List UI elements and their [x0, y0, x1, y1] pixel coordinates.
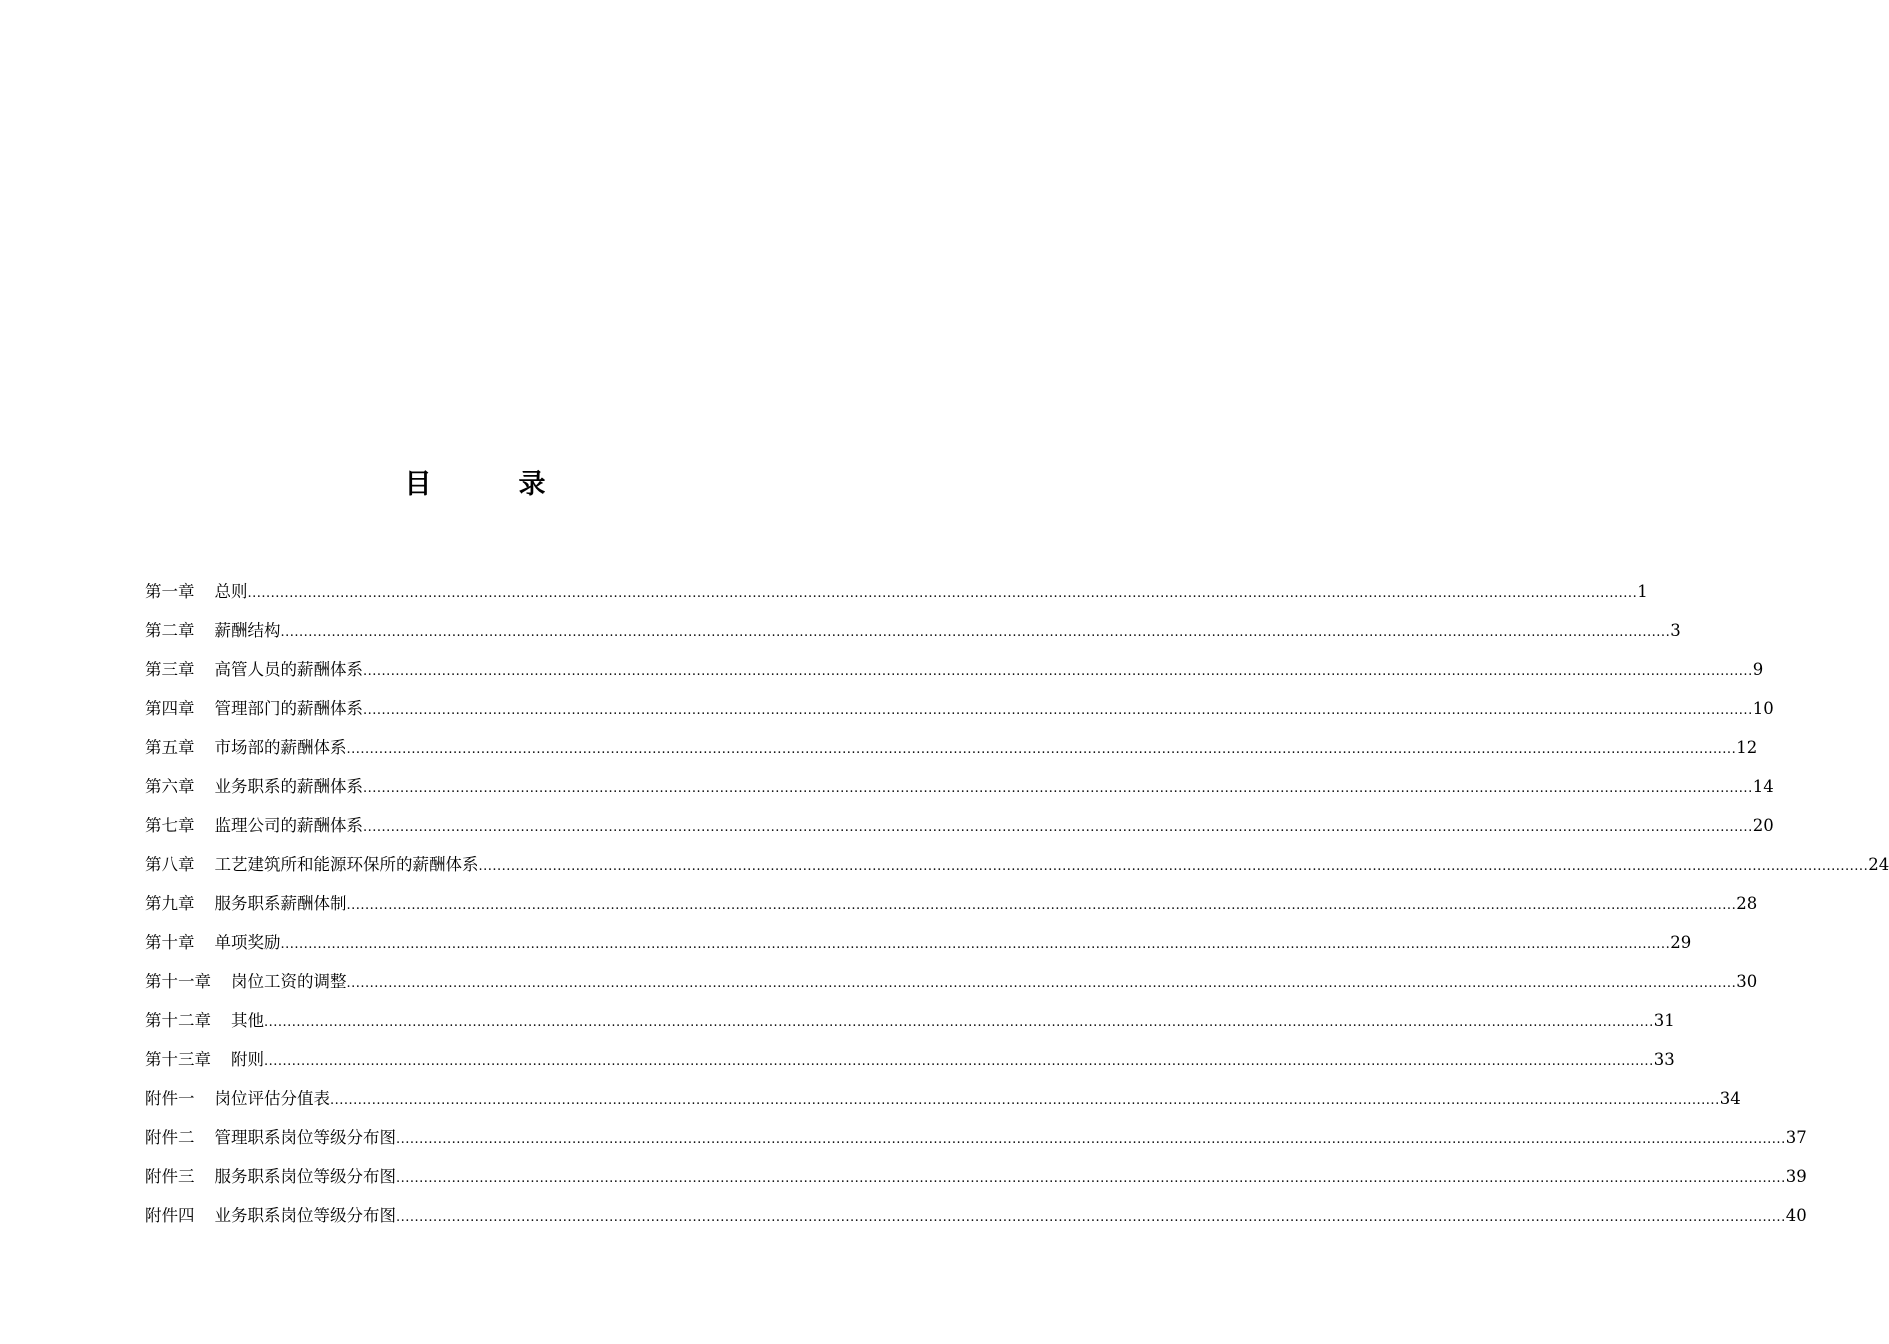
- toc-entry-page: 10: [1752, 699, 1774, 718]
- toc-entry-title: 管理职系岗位等级分布图: [214, 1128, 396, 1147]
- toc-entry-page: 1: [1637, 582, 1648, 601]
- toc-entry-title: 市场部的薪酬体系: [214, 738, 347, 757]
- toc-entry-page: 20: [1752, 816, 1774, 835]
- toc-entry-page: 40: [1785, 1206, 1807, 1225]
- toc-entry-number: 第六章: [145, 777, 195, 796]
- toc-entry-title: 岗位工资的调整: [231, 972, 347, 991]
- toc-entry[interactable]: [145, 1162, 1807, 1201]
- toc-entry[interactable]: [145, 1084, 1741, 1123]
- toc-entry-number: 第五章: [145, 738, 195, 757]
- toc-entry[interactable]: [145, 928, 1692, 967]
- toc-entry[interactable]: [145, 655, 1764, 694]
- toc-dot-leader: ............................................................................................................................................................................................................................................................................................................: [363, 781, 1753, 796]
- toc-entry-number: 第四章: [145, 699, 195, 718]
- toc-entry-number: 附件四: [145, 1206, 195, 1225]
- toc-entry-number: 第十二章: [145, 1011, 211, 1030]
- toc-dot-leader: ............................................................................................................................................................................................................................................................................................................: [346, 742, 1737, 757]
- toc-entry[interactable]: [145, 850, 1889, 889]
- toc-dot-leader: ............................................................................................................................................................................................................................................................................................................: [346, 898, 1737, 913]
- toc-entry-title: 其他: [231, 1011, 264, 1030]
- toc-entry-title: 高管人员的薪酬体系: [214, 660, 363, 679]
- toc-entry-page: 28: [1736, 894, 1758, 913]
- toc-entry[interactable]: [145, 577, 1648, 616]
- toc-entry-title: 业务职系岗位等级分布图: [214, 1206, 396, 1225]
- toc-entry-number: 第十一章: [145, 972, 211, 991]
- toc-entry-title: 管理部门的薪酬体系: [214, 699, 363, 718]
- toc-entry-page: 33: [1653, 1050, 1675, 1069]
- toc-entry-number: 附件一: [145, 1089, 195, 1108]
- toc-list: [145, 577, 1889, 1240]
- toc-dot-leader: ............................................................................................................................................................................................................................................................................................................: [280, 625, 1671, 640]
- toc-entry-page: 24: [1868, 855, 1889, 874]
- toc-entry-number: 第八章: [145, 855, 195, 874]
- toc-dot-leader: ............................................................................................................................................................................................................................................................................................................: [280, 937, 1671, 952]
- toc-entry[interactable]: [145, 694, 1774, 733]
- toc-entry-title: 服务职系岗位等级分布图: [214, 1167, 396, 1186]
- toc-entry-number: 第十三章: [145, 1050, 211, 1069]
- toc-entry[interactable]: [145, 1123, 1807, 1162]
- toc-entry-page: 9: [1752, 660, 1764, 679]
- toc-entry-title: 附则: [231, 1050, 264, 1069]
- toc-entry-number: 附件三: [145, 1167, 195, 1186]
- toc-entry-page: 14: [1752, 777, 1774, 796]
- toc-entry-page: 31: [1653, 1011, 1675, 1030]
- toc-entry-page: 12: [1736, 738, 1758, 757]
- toc-entry[interactable]: [145, 616, 1681, 655]
- toc-entry[interactable]: [145, 967, 1758, 1006]
- toc-dot-leader: ............................................................................................................................................................................................................................................................................................................: [247, 586, 1638, 601]
- toc-dot-leader: ............................................................................................................................................................................................................................................................................................................: [396, 1171, 1786, 1186]
- toc-entry-number: 第七章: [145, 816, 195, 835]
- toc-dot-leader: ............................................................................................................................................................................................................................................................................................................: [346, 976, 1737, 991]
- toc-entry[interactable]: [145, 772, 1774, 811]
- toc-entry-title: 薪酬结构: [214, 621, 281, 640]
- toc-entry-number: 附件二: [145, 1128, 195, 1147]
- toc-entry-number: 第一章: [145, 582, 195, 601]
- toc-dot-leader: ............................................................................................................................................................................................................................................................................................................: [264, 1015, 1654, 1030]
- toc-entry[interactable]: [145, 811, 1774, 850]
- toc-entry-page: 3: [1670, 621, 1681, 640]
- toc-entry[interactable]: [145, 1045, 1675, 1084]
- toc-entry-page: 39: [1785, 1167, 1807, 1186]
- toc-dot-leader: ............................................................................................................................................................................................................................................................................................................: [478, 859, 1869, 874]
- toc-entry-number: 第十章: [145, 933, 195, 952]
- toc-dot-leader: ............................................................................................................................................................................................................................................................................................................: [396, 1132, 1786, 1147]
- toc-entry-title: 业务职系的薪酬体系: [214, 777, 363, 796]
- toc-entry-number: 第三章: [145, 660, 195, 679]
- toc-dot-leader: ............................................................................................................................................................................................................................................................................................................: [264, 1054, 1654, 1069]
- toc-entry-title: 监理公司的薪酬体系: [214, 816, 363, 835]
- toc-dot-leader: ............................................................................................................................................................................................................................................................................................................: [363, 664, 1753, 679]
- toc-title: 目 录: [404, 469, 576, 500]
- toc-entry-page: 34: [1719, 1089, 1741, 1108]
- toc-entry[interactable]: [145, 889, 1758, 928]
- toc-entry-page: 30: [1736, 972, 1758, 991]
- toc-entry-number: 第二章: [145, 621, 195, 640]
- toc-entry-title: 单项奖励: [214, 933, 281, 952]
- toc-entry-title: 岗位评估分值表: [214, 1089, 330, 1108]
- toc-entry-title: 服务职系薪酬体制: [214, 894, 347, 913]
- toc-entry[interactable]: [145, 733, 1758, 772]
- toc-entry-title: 工艺建筑所和能源环保所的薪酬体系: [214, 855, 479, 874]
- toc-dot-leader: ............................................................................................................................................................................................................................................................................................................: [396, 1210, 1786, 1225]
- toc-entry[interactable]: [145, 1006, 1675, 1045]
- toc-entry-page: 37: [1785, 1128, 1807, 1147]
- toc-dot-leader: ............................................................................................................................................................................................................................................................................................................: [330, 1093, 1720, 1108]
- toc-entry-title: 总则: [214, 582, 248, 601]
- toc-entry-page: 29: [1670, 933, 1692, 952]
- toc-entry[interactable]: [145, 1201, 1807, 1240]
- toc-dot-leader: ............................................................................................................................................................................................................................................................................................................: [363, 703, 1753, 718]
- toc-dot-leader: ............................................................................................................................................................................................................................................................................................................: [363, 820, 1753, 835]
- toc-entry-number: 第九章: [145, 894, 195, 913]
